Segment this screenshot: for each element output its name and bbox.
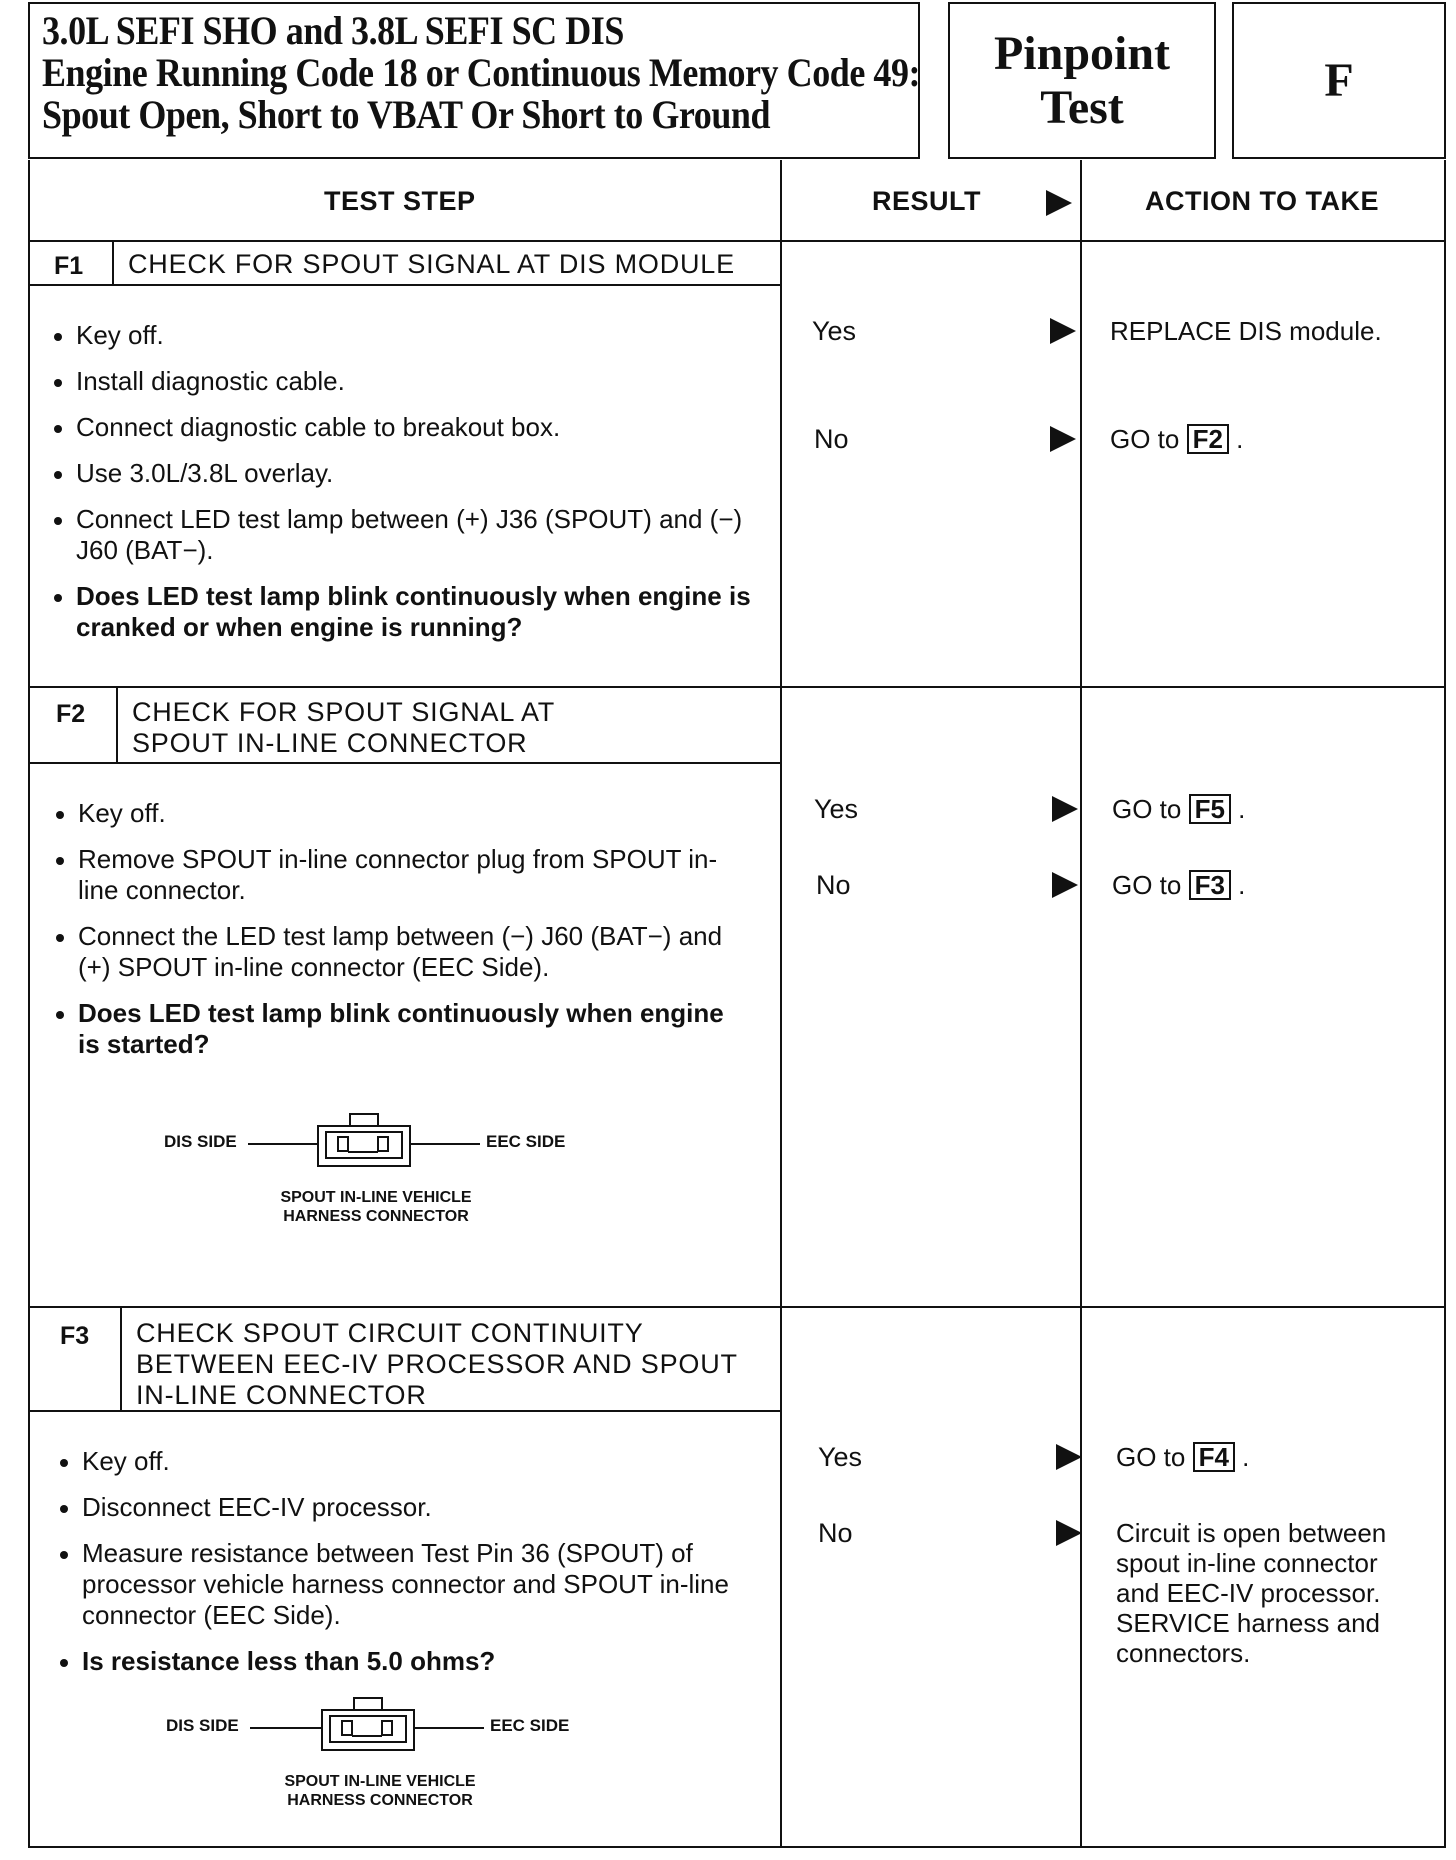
result-arrow-icon bbox=[1056, 1444, 1082, 1470]
header-result: RESULT bbox=[872, 186, 981, 216]
action-goto bbox=[1110, 424, 1243, 454]
step-id: F3 bbox=[60, 1322, 90, 1350]
action-line: spout in-line connector bbox=[1116, 1548, 1378, 1578]
dis-side-label: DIS SIDE bbox=[166, 1716, 239, 1735]
title-line: Spout Open, Short to VBAT Or Short to Ground bbox=[42, 92, 771, 137]
result-arrow-icon bbox=[1052, 872, 1078, 898]
action-line: SERVICE harness and bbox=[1116, 1608, 1380, 1638]
step-title-line: IN-LINE CONNECTOR bbox=[136, 1380, 427, 1410]
step-instructions bbox=[50, 320, 760, 658]
result-no: No bbox=[816, 870, 851, 900]
instruction-item: Key off. bbox=[52, 798, 752, 829]
dis-side-label: DIS SIDE bbox=[164, 1132, 237, 1151]
row-divider-f2-f3 bbox=[28, 1306, 1446, 1308]
connector-icon bbox=[162, 1692, 602, 1772]
caption-line: HARNESS CONNECTOR bbox=[283, 1208, 469, 1225]
connector-caption bbox=[250, 1772, 510, 1810]
result-yes: Yes bbox=[812, 316, 857, 346]
instruction-item: Remove SPOUT in-line connector plug from SPOUT in-line connector. bbox=[52, 844, 752, 906]
step-title-underline bbox=[28, 762, 780, 764]
action-goto bbox=[1116, 1442, 1249, 1472]
instruction-item: Measure resistance between Test Pin 36 (SPOUT) of processor vehicle harness connector and SPOUT in-line connector (EEC Side). bbox=[56, 1538, 766, 1631]
action-line: Circuit is open between bbox=[1116, 1518, 1387, 1548]
instruction-item: Use 3.0L/3.8L overlay. bbox=[50, 458, 760, 489]
caption-line: HARNESS CONNECTOR bbox=[287, 1792, 473, 1809]
result-arrow-icon bbox=[1056, 1520, 1082, 1546]
step-ref-f5[interactable]: F5 bbox=[1189, 794, 1231, 824]
instruction-item: Key off. bbox=[50, 320, 760, 351]
action-prefix: GO to bbox=[1112, 794, 1182, 824]
action-text: REPLACE DIS module. bbox=[1110, 316, 1382, 346]
step-instructions bbox=[56, 1446, 766, 1692]
result-arrow-icon bbox=[1052, 796, 1078, 822]
result-arrow-icon bbox=[1050, 318, 1076, 344]
step-ref-f4[interactable]: F4 bbox=[1193, 1442, 1235, 1472]
action-suffix: . bbox=[1238, 794, 1246, 824]
action-prefix: GO to bbox=[1116, 1442, 1186, 1472]
result-no: No bbox=[818, 1518, 853, 1548]
caption-line: SPOUT IN-LINE VEHICLE bbox=[280, 1189, 472, 1206]
caption-line: SPOUT IN-LINE VEHICLE bbox=[284, 1773, 476, 1790]
header-test-step: TEST STEP bbox=[324, 186, 476, 216]
column-divider-action bbox=[1080, 160, 1082, 1848]
connector-diagram bbox=[160, 1108, 600, 1238]
connector-caption bbox=[246, 1188, 506, 1226]
step-ref-f2[interactable]: F2 bbox=[1187, 424, 1229, 454]
step-title bbox=[132, 697, 555, 759]
action-suffix: . bbox=[1236, 424, 1244, 454]
step-question: Does LED test lamp blink continuously when engine is cranked or when engine is running? bbox=[50, 581, 760, 643]
action-goto bbox=[1112, 870, 1245, 900]
header-action: ACTION TO TAKE bbox=[1145, 186, 1379, 216]
connector-diagram bbox=[162, 1692, 602, 1822]
action-prefix: GO to bbox=[1112, 870, 1182, 900]
step-title-line: CHECK SPOUT CIRCUIT CONTINUITY bbox=[136, 1318, 644, 1348]
step-title bbox=[136, 1318, 738, 1411]
action-suffix: . bbox=[1242, 1442, 1250, 1472]
action-suffix: . bbox=[1238, 870, 1246, 900]
page-title bbox=[28, 2, 920, 159]
step-title-line: CHECK FOR SPOUT SIGNAL AT bbox=[132, 697, 556, 727]
step-title-line: BETWEEN EEC-IV PROCESSOR AND SPOUT bbox=[136, 1349, 738, 1379]
step-question: Does LED test lamp blink continuously when engine is started? bbox=[52, 998, 752, 1060]
header-row-divider bbox=[28, 240, 1446, 242]
step-id-divider bbox=[116, 688, 118, 762]
result-yes: Yes bbox=[814, 794, 859, 824]
action-line: and EEC-IV processor. bbox=[1116, 1578, 1381, 1608]
step-title-line: SPOUT IN-LINE CONNECTOR bbox=[132, 728, 528, 758]
pinpoint-word: Pinpoint bbox=[993, 26, 1171, 80]
table-border-right bbox=[1444, 160, 1446, 1848]
result-no: No bbox=[814, 424, 849, 454]
table-border-left bbox=[28, 160, 30, 1848]
action-goto bbox=[1112, 794, 1245, 824]
title-line: Engine Running Code 18 or Continuous Memory Code 49: bbox=[42, 50, 921, 95]
step-title: CHECK FOR SPOUT SIGNAL AT DIS MODULE bbox=[128, 249, 735, 279]
action-line: connectors. bbox=[1116, 1638, 1251, 1668]
title-line: 3.0L SEFI SHO and 3.8L SEFI SC DIS bbox=[42, 8, 624, 53]
step-id: F1 bbox=[54, 252, 84, 280]
connector-icon bbox=[160, 1108, 600, 1188]
step-id-divider bbox=[120, 1308, 122, 1410]
step-question: Is resistance less than 5.0 ohms? bbox=[56, 1646, 766, 1677]
instruction-item: Connect LED test lamp between (+) J36 (SPOUT) and (−) J60 (BAT−). bbox=[50, 504, 760, 566]
step-instructions bbox=[52, 798, 752, 1075]
result-yes: Yes bbox=[818, 1442, 863, 1472]
action-text bbox=[1116, 1518, 1386, 1668]
pinpoint-test-label bbox=[948, 2, 1216, 159]
column-divider-result bbox=[780, 160, 782, 1848]
result-arrow-icon bbox=[1046, 190, 1072, 216]
instruction-item: Connect the LED test lamp between (−) J60 (BAT−) and (+) SPOUT in-line connector (EEC Side). bbox=[52, 921, 752, 983]
eec-side-label: EEC SIDE bbox=[486, 1132, 566, 1151]
instruction-item: Connect diagnostic cable to breakout box. bbox=[50, 412, 760, 443]
instruction-item: Install diagnostic cable. bbox=[50, 366, 760, 397]
instruction-item: Disconnect EEC-IV processor. bbox=[56, 1492, 766, 1523]
row-divider-f1-f2 bbox=[28, 686, 1446, 688]
test-word: Test bbox=[1040, 80, 1124, 134]
table-border-bottom bbox=[28, 1846, 1446, 1848]
eec-side-label: EEC SIDE bbox=[490, 1716, 570, 1735]
action-prefix: GO to bbox=[1110, 424, 1180, 454]
result-arrow-icon bbox=[1050, 426, 1076, 452]
step-title-underline bbox=[28, 284, 780, 286]
instruction-item: Key off. bbox=[56, 1446, 766, 1477]
test-letter: F bbox=[1232, 2, 1446, 159]
step-ref-f3[interactable]: F3 bbox=[1189, 870, 1231, 900]
step-id: F2 bbox=[56, 700, 86, 728]
step-id-divider bbox=[112, 242, 114, 284]
